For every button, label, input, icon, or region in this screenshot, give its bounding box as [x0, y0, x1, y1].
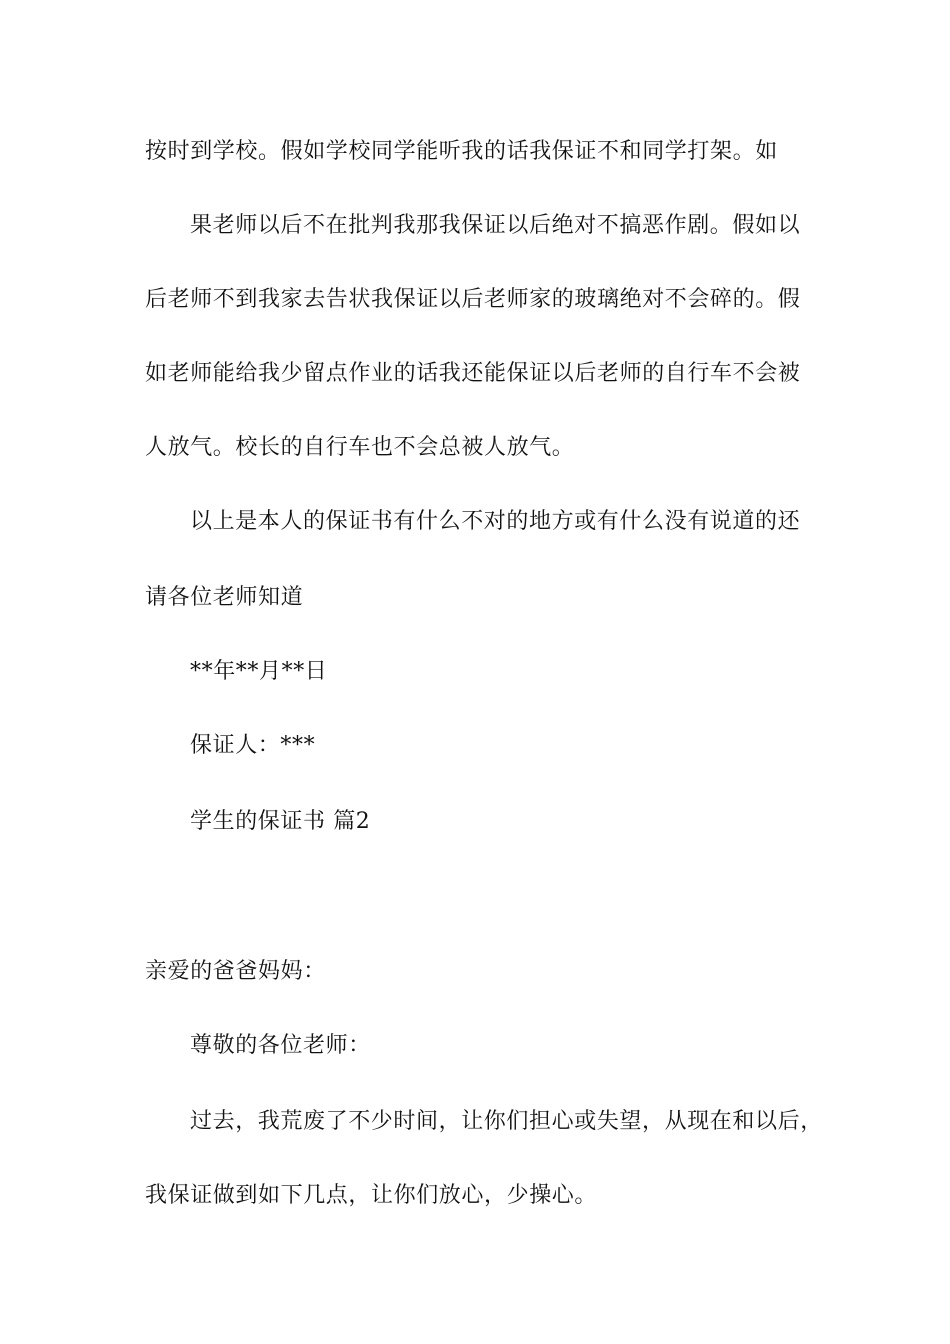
paragraph-line: 人放气。校长的自行车也不会总被人放气。: [145, 435, 575, 460]
paragraph-line: 以上是本人的保证书有什么不对的地方或有什么没有说道的还: [190, 509, 801, 534]
section-heading: 学生的保证书 篇2: [190, 809, 371, 834]
paragraph-line: 果老师以后不在批判我那我保证以后绝对不搞恶作剧。假如以: [190, 213, 801, 238]
paragraph-line: 后老师不到我家去告状我保证以后老师家的玻璃绝对不会碎的。假: [145, 287, 801, 312]
signature-line: 保证人：***: [190, 733, 316, 758]
salutation-line: 尊敬的各位老师：: [190, 1033, 371, 1058]
paragraph-line: 如老师能给我少留点作业的话我还能保证以后老师的自行车不会被: [145, 361, 801, 386]
paragraph-line: 请各位老师知道: [145, 585, 304, 610]
date-line: **年**月**日: [190, 659, 328, 684]
salutation-line: 亲爱的爸爸妈妈：: [145, 959, 326, 984]
paragraph-line: 我保证做到如下几点，让你们放心，少操心。: [145, 1183, 598, 1208]
paragraph-line: 按时到学校。假如学校同学能听我的话我保证不和同学打架。如: [145, 139, 778, 164]
paragraph-line: 过去，我荒废了不少时间，让你们担心或失望，从现在和以后，: [190, 1109, 823, 1134]
